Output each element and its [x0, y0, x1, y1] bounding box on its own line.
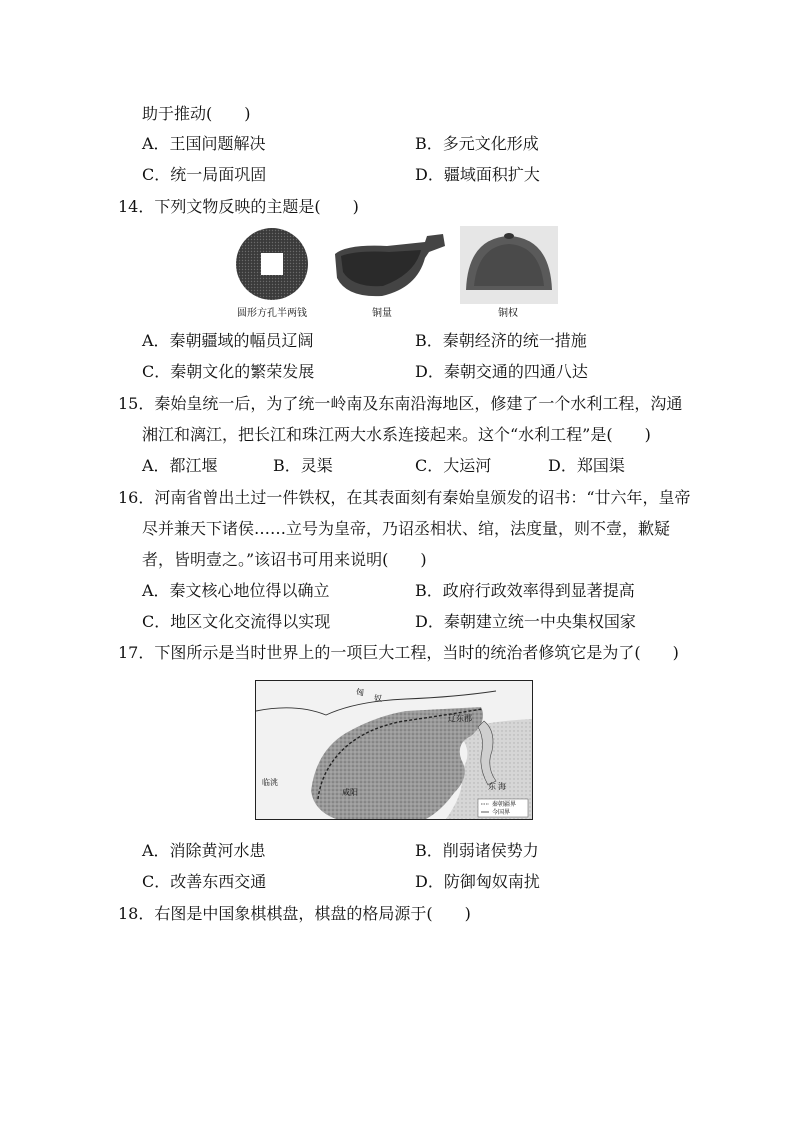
- map-label-xianyang: 咸阳: [342, 788, 358, 797]
- caption-measure: 铜量: [372, 308, 392, 319]
- q15-option-c[interactable]: C．大运河: [415, 456, 492, 475]
- q13-stem-tail: 助于推动( ): [142, 104, 251, 123]
- q16-stem-line3: 者，皆明壹之。”该诏书可用来说明( ): [142, 550, 427, 569]
- q15-option-a[interactable]: A．都江堰: [142, 456, 218, 475]
- q14-option-a[interactable]: A．秦朝疆域的幅员辽阔: [142, 331, 314, 350]
- q16-option-a[interactable]: A．秦文核心地位得以确立: [142, 581, 330, 600]
- q13-option-b[interactable]: B．多元文化形成: [415, 134, 539, 153]
- q13-option-d[interactable]: D．疆域面积扩大: [415, 165, 540, 184]
- caption-coin: 圆形方孔半两钱: [237, 308, 307, 319]
- map-label-hai: 海: [498, 782, 506, 791]
- q16-option-d[interactable]: D．秦朝建立统一中央集权国家: [415, 612, 636, 631]
- q14-artifact-images: [232, 226, 562, 306]
- q14-stem: 14．下列文物反映的主题是( ): [118, 197, 359, 216]
- q13-option-c[interactable]: C．统一局面巩固: [142, 165, 267, 184]
- q16-option-b[interactable]: B．政府行政效率得到显著提高: [415, 581, 635, 600]
- map-label-xiong: 匈: [356, 688, 364, 697]
- q17-option-c[interactable]: C．改善东西交通: [142, 872, 267, 891]
- q18-stem: 18．右图是中国象棋棋盘，棋盘的格局源于( ): [118, 904, 471, 923]
- q17-option-d[interactable]: D．防御匈奴南扰: [415, 872, 540, 891]
- q16-option-c[interactable]: C．地区文化交流得以实现: [142, 612, 331, 631]
- q15-stem-line2: 湘江和漓江，把长江和珠江两大水系连接起来。这个“水利工程”是( ): [142, 425, 651, 444]
- banliang-coin-image: [232, 226, 312, 306]
- q15-option-b[interactable]: B．灵渠: [273, 456, 333, 475]
- q15-stem-line1: 15．秦始皇统一后，为了统一岭南及东南沿海地区，修建了一个水利工程，沟通: [118, 394, 683, 413]
- bronze-measure-image: [327, 230, 452, 300]
- map-label-liaodong: 辽东郡: [448, 714, 472, 723]
- q16-stem-line2: 尽并兼天下诸侯……立号为皇帝，乃诏丞相状、绾，法度量，则不壹，歉疑: [142, 519, 671, 538]
- q13-option-a[interactable]: A．王国问题解决: [142, 134, 266, 153]
- q17-option-a[interactable]: A．消除黄河水患: [142, 841, 266, 860]
- bronze-weight-image: [460, 226, 558, 304]
- map-drawing: [256, 681, 532, 819]
- map-legend-modern-border: 今国界: [492, 809, 511, 816]
- map-legend-qin-border: 秦朝疆界: [492, 801, 517, 808]
- map-label-nu: 奴: [374, 694, 382, 703]
- q14-option-d[interactable]: D．秦朝交通的四通八达: [415, 362, 588, 381]
- q17-option-b[interactable]: B．削弱诸侯势力: [415, 841, 539, 860]
- q16-stem-line1: 16．河南省曾出土过一件铁权，在其表面刻有秦始皇颁发的诏书：“廿六年，皇帝: [118, 488, 691, 507]
- q14-option-c[interactable]: C．秦朝文化的繁荣发展: [142, 362, 315, 381]
- q15-option-d[interactable]: D．郑国渠: [548, 456, 625, 475]
- q14-option-b[interactable]: B．秦朝经济的统一措施: [415, 331, 587, 350]
- q17-stem: 17．下图所示是当时世界上的一项巨大工程，当时的统治者修筑它是为了( ): [118, 643, 679, 662]
- map-label-dong: 东: [488, 782, 496, 791]
- map-label-lintao: 临洮: [262, 778, 278, 787]
- great-wall-map: [255, 680, 533, 820]
- caption-weight: 铜权: [498, 308, 518, 319]
